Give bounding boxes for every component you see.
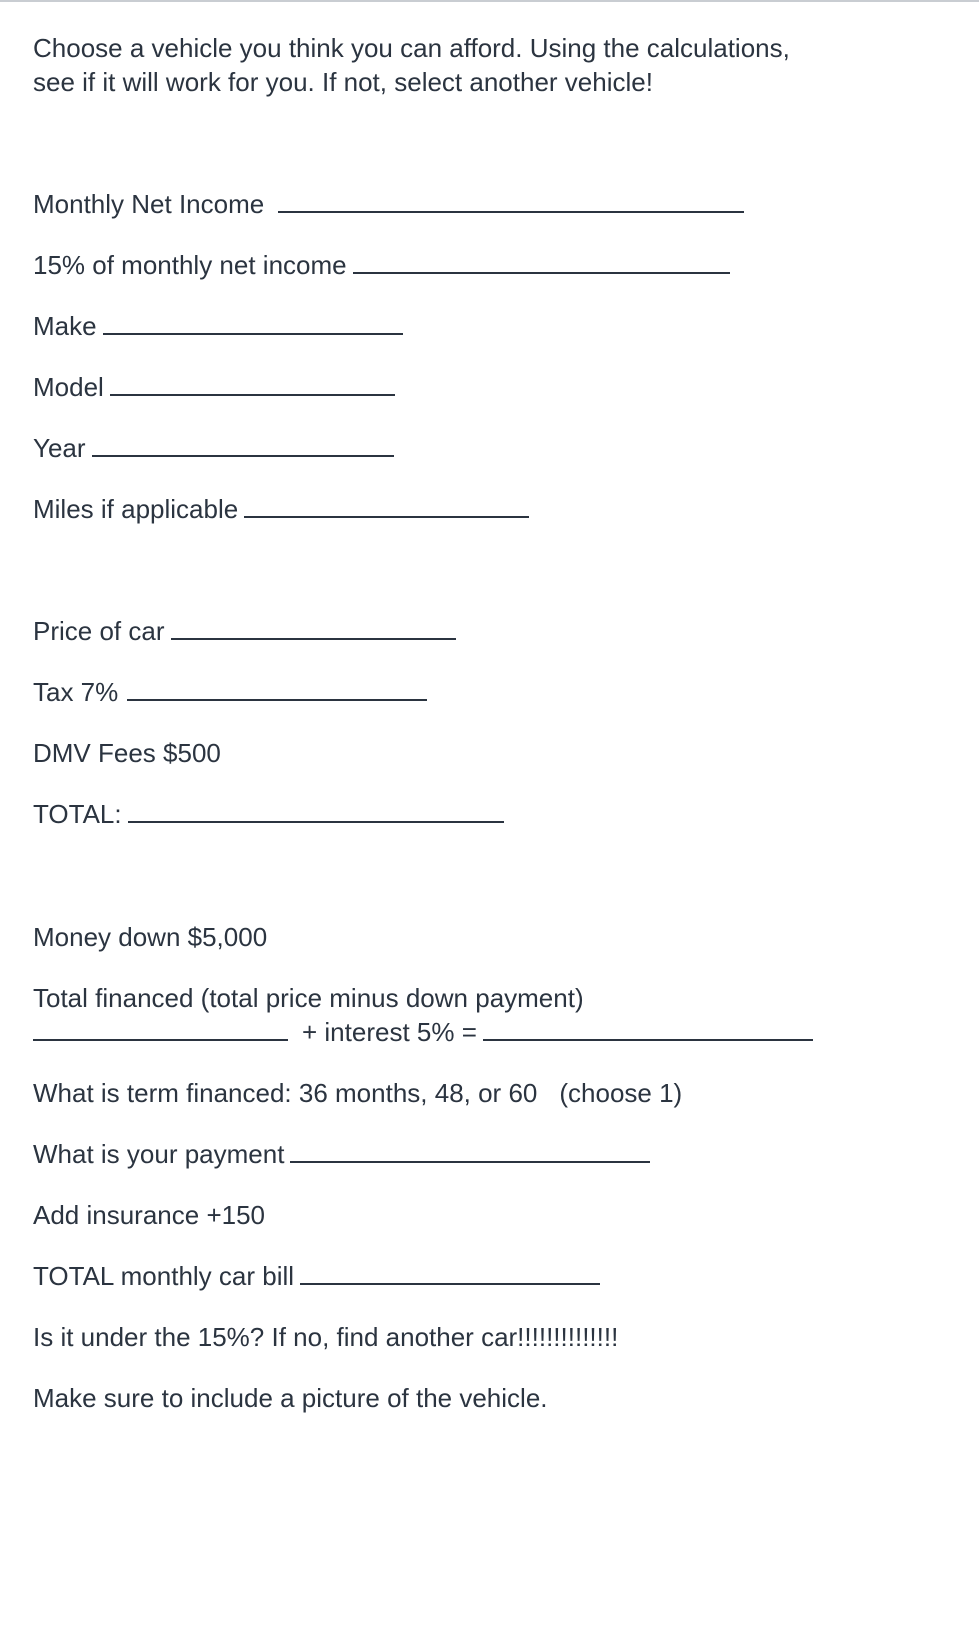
payment-row bbox=[33, 1137, 650, 1171]
dmv-fees: DMV Fees $500 bbox=[33, 738, 221, 768]
term-row bbox=[33, 1076, 682, 1110]
fifteen-percent-blank[interactable] bbox=[353, 250, 730, 274]
fifteen-percent-check: Is it under the 15%? If no, find another car!!!!!!!!!!!!!! bbox=[33, 1322, 619, 1352]
total-financed-label: Total financed (total price minus down payment) bbox=[33, 983, 584, 1013]
monthly-bill-blank[interactable] bbox=[300, 1261, 600, 1285]
year-blank[interactable] bbox=[92, 433, 394, 457]
payment-blank[interactable] bbox=[290, 1139, 650, 1163]
make-row bbox=[33, 309, 403, 343]
model-row bbox=[33, 370, 395, 404]
total-label: TOTAL: bbox=[33, 799, 122, 829]
intro-line-1: Choose a vehicle you think you can afford. Using the calculations, bbox=[33, 33, 790, 63]
fifteen-percent-row bbox=[33, 248, 730, 282]
fifteen-percent-label: 15% of monthly net income bbox=[33, 250, 347, 280]
monthly-net-income-row bbox=[33, 187, 744, 221]
make-label: Make bbox=[33, 311, 97, 341]
monthly-bill-label: TOTAL monthly car bill bbox=[33, 1261, 295, 1291]
term-question: What is term financed: 36 months, 48, or 60 bbox=[33, 1078, 538, 1108]
monthly-net-income-blank[interactable] bbox=[278, 189, 744, 213]
interest-label: + interest 5% = bbox=[302, 1017, 477, 1047]
total-financed-blank[interactable] bbox=[33, 1017, 288, 1041]
monthly-bill-row bbox=[33, 1259, 600, 1293]
interest-row bbox=[33, 1015, 813, 1049]
money-down: Money down $5,000 bbox=[33, 922, 268, 952]
total-row bbox=[33, 797, 504, 831]
year-row bbox=[33, 431, 394, 465]
insurance: Add insurance +150 bbox=[33, 1200, 266, 1230]
price-blank[interactable] bbox=[171, 616, 456, 640]
price-row bbox=[33, 614, 456, 648]
miles-blank[interactable] bbox=[244, 494, 529, 518]
intro-line-2: see if it will work for you. If not, select another vehicle! bbox=[33, 67, 653, 97]
year-label: Year bbox=[33, 433, 86, 463]
model-blank[interactable] bbox=[110, 372, 395, 396]
price-label: Price of car bbox=[33, 616, 165, 646]
picture-instruction: Make sure to include a picture of the vehicle. bbox=[33, 1383, 548, 1413]
interest-result-blank[interactable] bbox=[483, 1017, 813, 1041]
payment-label: What is your payment bbox=[33, 1139, 285, 1169]
monthly-net-income-label: Monthly Net Income bbox=[33, 189, 265, 219]
tax-label: Tax 7% bbox=[33, 677, 119, 707]
model-label: Model bbox=[33, 372, 104, 402]
tax-row bbox=[33, 675, 427, 709]
term-choose-hint: (choose 1) bbox=[559, 1078, 683, 1108]
top-divider bbox=[0, 0, 979, 2]
total-blank[interactable] bbox=[128, 799, 504, 823]
miles-label: Miles if applicable bbox=[33, 494, 239, 524]
make-blank[interactable] bbox=[103, 311, 403, 335]
miles-row bbox=[33, 492, 529, 526]
tax-blank[interactable] bbox=[127, 677, 427, 701]
